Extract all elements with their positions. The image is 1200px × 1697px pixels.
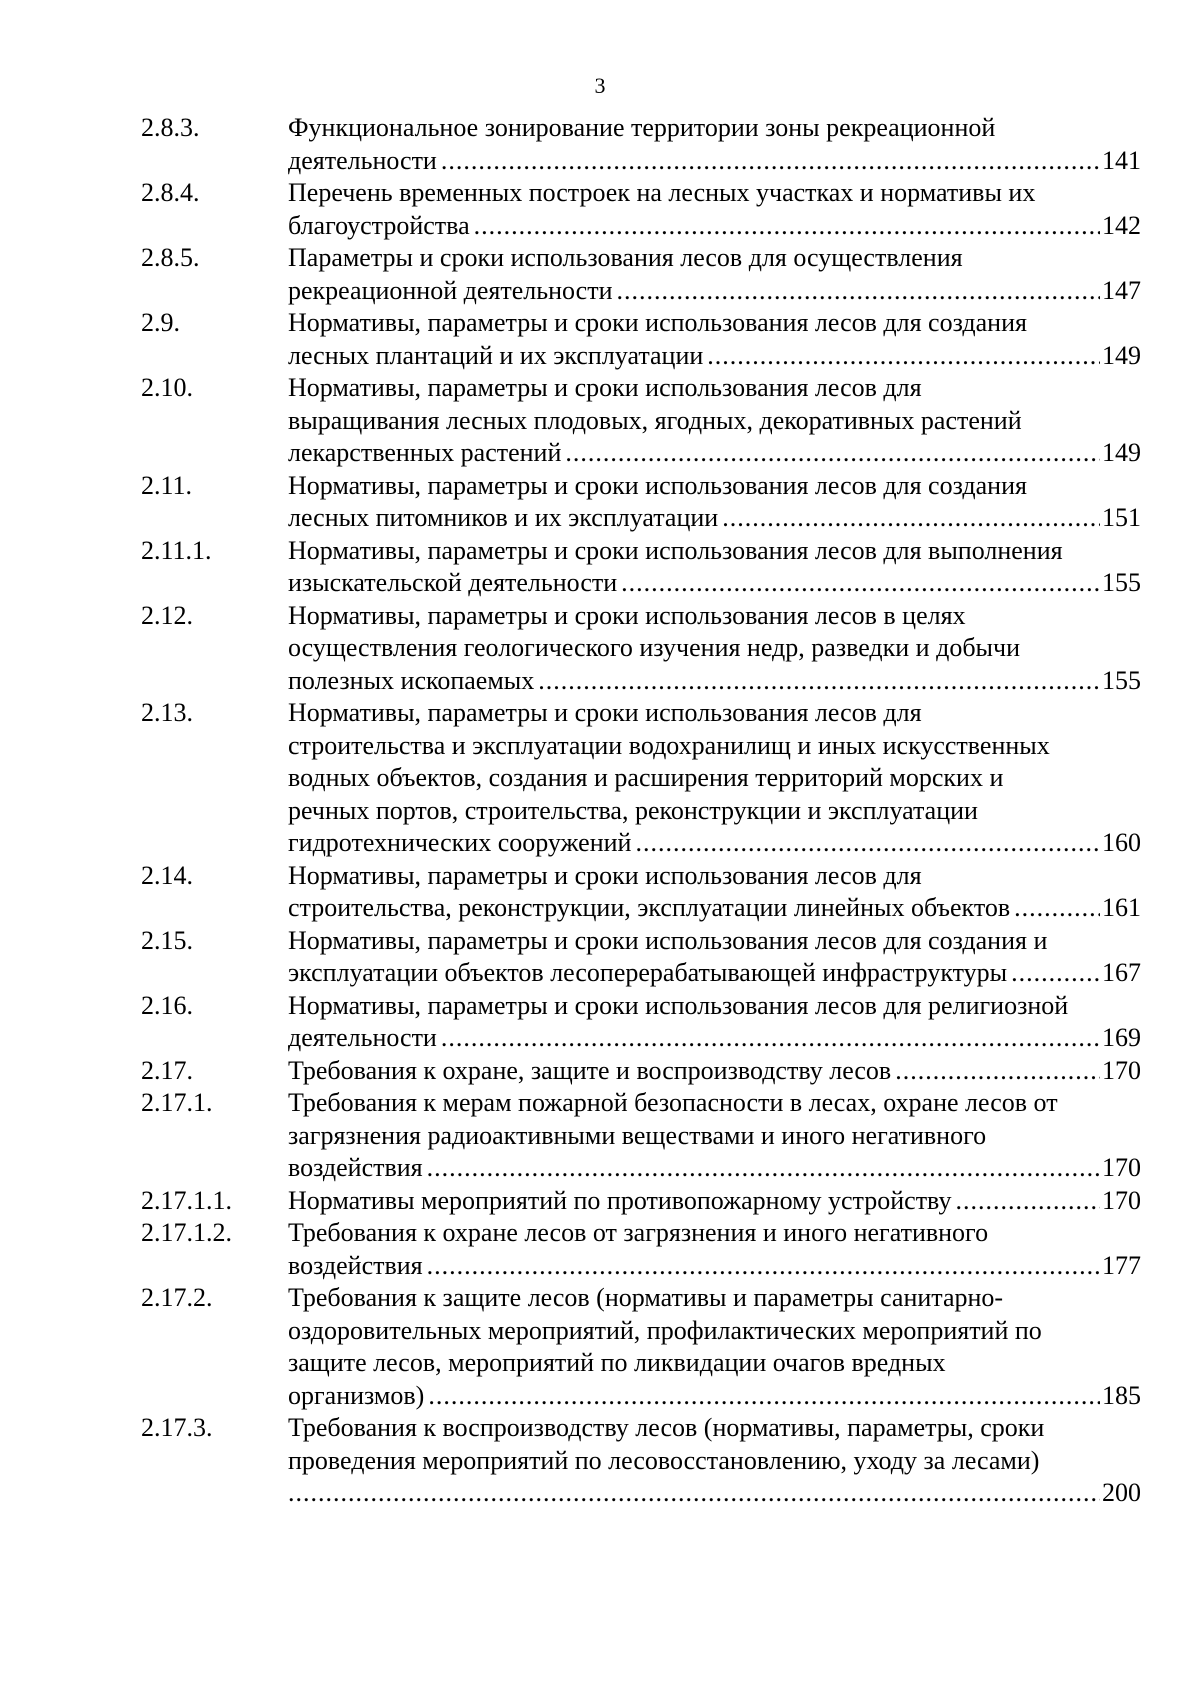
toc-entry-leader-line [288,210,1141,243]
toc-entry-title [288,1055,1141,1088]
toc-entry-title [288,1185,1141,1218]
toc-entry-page: 149 [1102,438,1141,467]
toc-entry-title [288,372,1141,470]
dot-leader [635,827,1100,860]
toc-entry-title-line: изыскательской деятельности [288,568,618,597]
toc-entry-title-line: выращивания лесных плодовых, ягодных, декоративных растений [288,405,1022,435]
toc-entry [141,242,1141,307]
dot-leader [621,567,1100,600]
toc-entry-leader-line [288,1250,1141,1283]
toc-entry-page: 151 [1102,503,1141,532]
toc-entry-number: 2.14. [141,860,193,890]
toc-entry-title-line: лесных питомников и их эксплуатации [288,503,719,532]
toc-entry-title-line: лесных плантаций и их эксплуатации [288,340,704,370]
toc-entry-title-line: строительства и эксплуатации водохранилищ и иных искусственных [288,730,1050,760]
toc-entry-title-line: Нормативы, параметры и сроки использования лесов для создания [288,470,1027,500]
toc-entry-title-line: Нормативы, параметры и сроки использования лесов для [288,373,922,402]
toc-entry-title-line: лекарственных растений [288,438,562,467]
toc-entry-number: 2.16. [141,990,193,1020]
toc-entry-page: 155 [1102,568,1141,597]
toc-entry [141,1282,1141,1412]
toc-entry-page: 149 [1102,340,1141,370]
toc-entry-leader-line [288,827,1141,860]
toc-entry-title-line: воздействия [288,1250,423,1280]
toc-entry-title-line: Нормативы мероприятий по противопожарному устройству [288,1185,952,1215]
toc-entry-leader-line [288,1380,1141,1413]
toc-entry [141,1087,1141,1185]
toc-entry-title [288,860,1141,925]
dot-leader [565,437,1100,470]
page-number: 3 [594,73,606,98]
toc-entry-page: 170 [1102,1153,1141,1182]
dot-leader [474,210,1100,243]
toc-entry-title-line: загрязнения радиоактивными веществами и иного негативного [288,1120,987,1150]
toc-entry-page: 185 [1102,1380,1141,1410]
toc-entry-title-line: деятельности [288,1023,437,1052]
toc-entry-title-line: благоустройства [288,210,470,240]
toc-entry-leader-line [288,665,1141,698]
toc-entry-page: 200 [1102,1478,1141,1507]
toc-entry-page: 170 [1102,1185,1141,1215]
toc-entry-title-line: деятельности [288,145,437,175]
toc-entry-leader-line [288,892,1141,925]
toc-entry-title-line: полезных ископаемых [288,665,535,695]
toc-entry [141,307,1141,372]
toc-entry-leader-line [288,1022,1141,1055]
toc-entry-title-line: гидротехнических сооружений [288,828,632,857]
toc-entry-number: 2.17.3. [141,1413,213,1442]
toc-entry-leader-line [288,1477,1141,1510]
toc-entry-title-line: Нормативы, параметры и сроки использования лесов для религиозной [288,990,1069,1020]
toc-entry [141,372,1141,470]
toc-entry [141,1217,1141,1282]
toc-entry-number: 2.17.1.1. [141,1185,232,1215]
toc-entry [141,925,1141,990]
toc-entry-title-line: воздействия [288,1153,423,1182]
toc-entry-title-line: эксплуатации объектов лесоперерабатывающей инфраструктуры [288,958,1008,987]
toc-entry-page: 155 [1102,665,1141,695]
toc-entry-title-line: рекреационной деятельности [288,275,613,305]
toc-entry-title-line: проведения мероприятий по лесовосстановлению, уходу за лесами) [288,1445,1040,1475]
toc-entry [141,177,1141,242]
toc-entry-title [288,697,1141,860]
toc-entry [141,470,1141,535]
toc-entry-page: 167 [1102,958,1141,987]
toc-entry-title-line: Параметры и сроки использования лесов для осуществления [288,243,963,272]
toc-entry-title-line: Требования к охране лесов от загрязнения и иного негативного [288,1218,989,1247]
toc-entry-page: 170 [1102,1055,1141,1085]
toc-entry-page: 169 [1102,1023,1141,1052]
toc-entry-title-line: Требования к охране, защите и воспроизводству лесов [288,1055,892,1085]
toc-entry [141,697,1141,860]
toc-entry-leader-line [288,437,1141,470]
dot-leader [538,665,1100,698]
dot-leader [616,275,1100,308]
toc-entry-title-line: организмов) [288,1380,425,1410]
toc-entry-leader-line [288,1185,1141,1218]
toc-entry [141,1412,1141,1510]
toc-entry [141,112,1141,177]
dot-leader [955,1185,1100,1218]
toc-entry-title [288,925,1141,990]
toc-entry-title-line: защите лесов, мероприятий по ликвидации очагов вредных [288,1348,946,1377]
dot-leader [707,340,1100,373]
toc-entry-page: 160 [1102,828,1141,857]
toc-entry-title-line: водных объектов, создания и расширения территорий морских и [288,763,1004,792]
toc-entry-page: 177 [1102,1250,1141,1280]
toc-entry-title-line: Требования к защите лесов (нормативы и параметры санитарно- [288,1283,1004,1312]
toc-entry-number: 2.8.5. [141,243,200,272]
dot-leader [1011,957,1100,990]
toc-entry-title-line: Нормативы, параметры и сроки использования лесов для создания [288,308,1027,337]
toc-entry-title-line: Требования к мерам пожарной безопасности в лесах, охране лесов от [288,1088,1058,1117]
toc-entry-title-line: Нормативы, параметры и сроки использования лесов для создания и [288,925,1048,955]
toc-entry-title [288,1087,1141,1185]
toc-entry-title [288,1217,1141,1282]
dot-leader [1014,892,1100,925]
toc-entry-page: 147 [1102,275,1141,305]
toc-entry-number: 2.9. [141,308,180,337]
toc-entry-leader-line [288,1152,1141,1185]
toc-entry-number: 2.8.4. [141,178,200,207]
toc-entry-title [288,307,1141,372]
toc-entry-title-line: Перечень временных построек на лесных участках и нормативы их [288,178,1036,207]
toc-entry-title-line: Требования к воспроизводству лесов (нормативы, параметры, сроки [288,1413,1045,1442]
toc-entry-leader-line [288,145,1141,178]
toc-entry-page: 141 [1102,145,1141,175]
toc-entry [141,990,1141,1055]
toc-entry-title [288,990,1141,1055]
toc-entry-leader-line [288,340,1141,373]
dot-leader [427,1152,1100,1185]
toc-entry-title-line: строительства, реконструкции, эксплуатации линейных объектов [288,893,1011,922]
toc-entry-number: 2.8.3. [141,113,200,142]
toc-entry-number: 2.17. [141,1055,193,1085]
toc-entry-title-line: осуществления геологического изучения недр, разведки и добычи [288,633,1021,662]
toc-entry-page: 142 [1102,210,1141,240]
toc-entry-number: 2.13. [141,698,193,727]
dot-leader [428,1380,1100,1413]
toc-entry-title [288,535,1141,600]
dot-leader [441,145,1100,178]
toc-entry-title [288,242,1141,307]
toc-entry-number: 2.11.1. [141,535,212,565]
toc-entry [141,1055,1141,1088]
dot-leader [441,1022,1100,1055]
toc-entry-title-line: Нормативы, параметры и сроки использования лесов для [288,860,922,890]
toc-entry-title [288,470,1141,535]
toc-entry-number: 2.17.1.2. [141,1218,232,1247]
toc-entry-leader-line [288,502,1141,535]
toc-entry-page: 161 [1102,893,1141,922]
dot-leader [722,502,1100,535]
toc-entry [141,600,1141,698]
toc-entry-number: 2.10. [141,373,193,402]
dot-leader [895,1055,1100,1088]
toc-entry-leader-line [288,1055,1141,1088]
toc-entry-title [288,112,1141,177]
toc-entry-leader-line [288,567,1141,600]
dot-leader [288,1477,1100,1510]
toc-entry-title-line: речных портов, строительства, реконструкции и эксплуатации [288,795,978,825]
toc-entry-leader-line [288,957,1141,990]
toc-entry-title-line: Нормативы, параметры и сроки использования лесов для [288,698,922,727]
toc-entry-title-line: Нормативы, параметры и сроки использования лесов в целях [288,600,966,630]
toc-entry-title [288,1282,1141,1412]
toc-entry-number: 2.12. [141,600,193,630]
toc-entry-number: 2.17.1. [141,1088,213,1117]
toc-entry-title [288,600,1141,698]
table-of-contents [141,112,1141,1510]
toc-entry-number: 2.11. [141,470,193,500]
toc-entry-title [288,1412,1141,1510]
toc-entry-title-line: Функциональное зонирование территории зоны рекреационной [288,113,996,142]
toc-entry-number: 2.15. [141,925,193,955]
toc-entry-leader-line [288,275,1141,308]
toc-entry-title-line: оздоровительных мероприятий, профилактических мероприятий по [288,1315,1042,1345]
toc-entry [141,535,1141,600]
toc-entry [141,1185,1141,1218]
toc-entry [141,860,1141,925]
toc-entry-number: 2.17.2. [141,1283,213,1312]
toc-entry-title-line: Нормативы, параметры и сроки использования лесов для выполнения [288,535,1063,565]
dot-leader [427,1250,1100,1283]
toc-entry-title [288,177,1141,242]
